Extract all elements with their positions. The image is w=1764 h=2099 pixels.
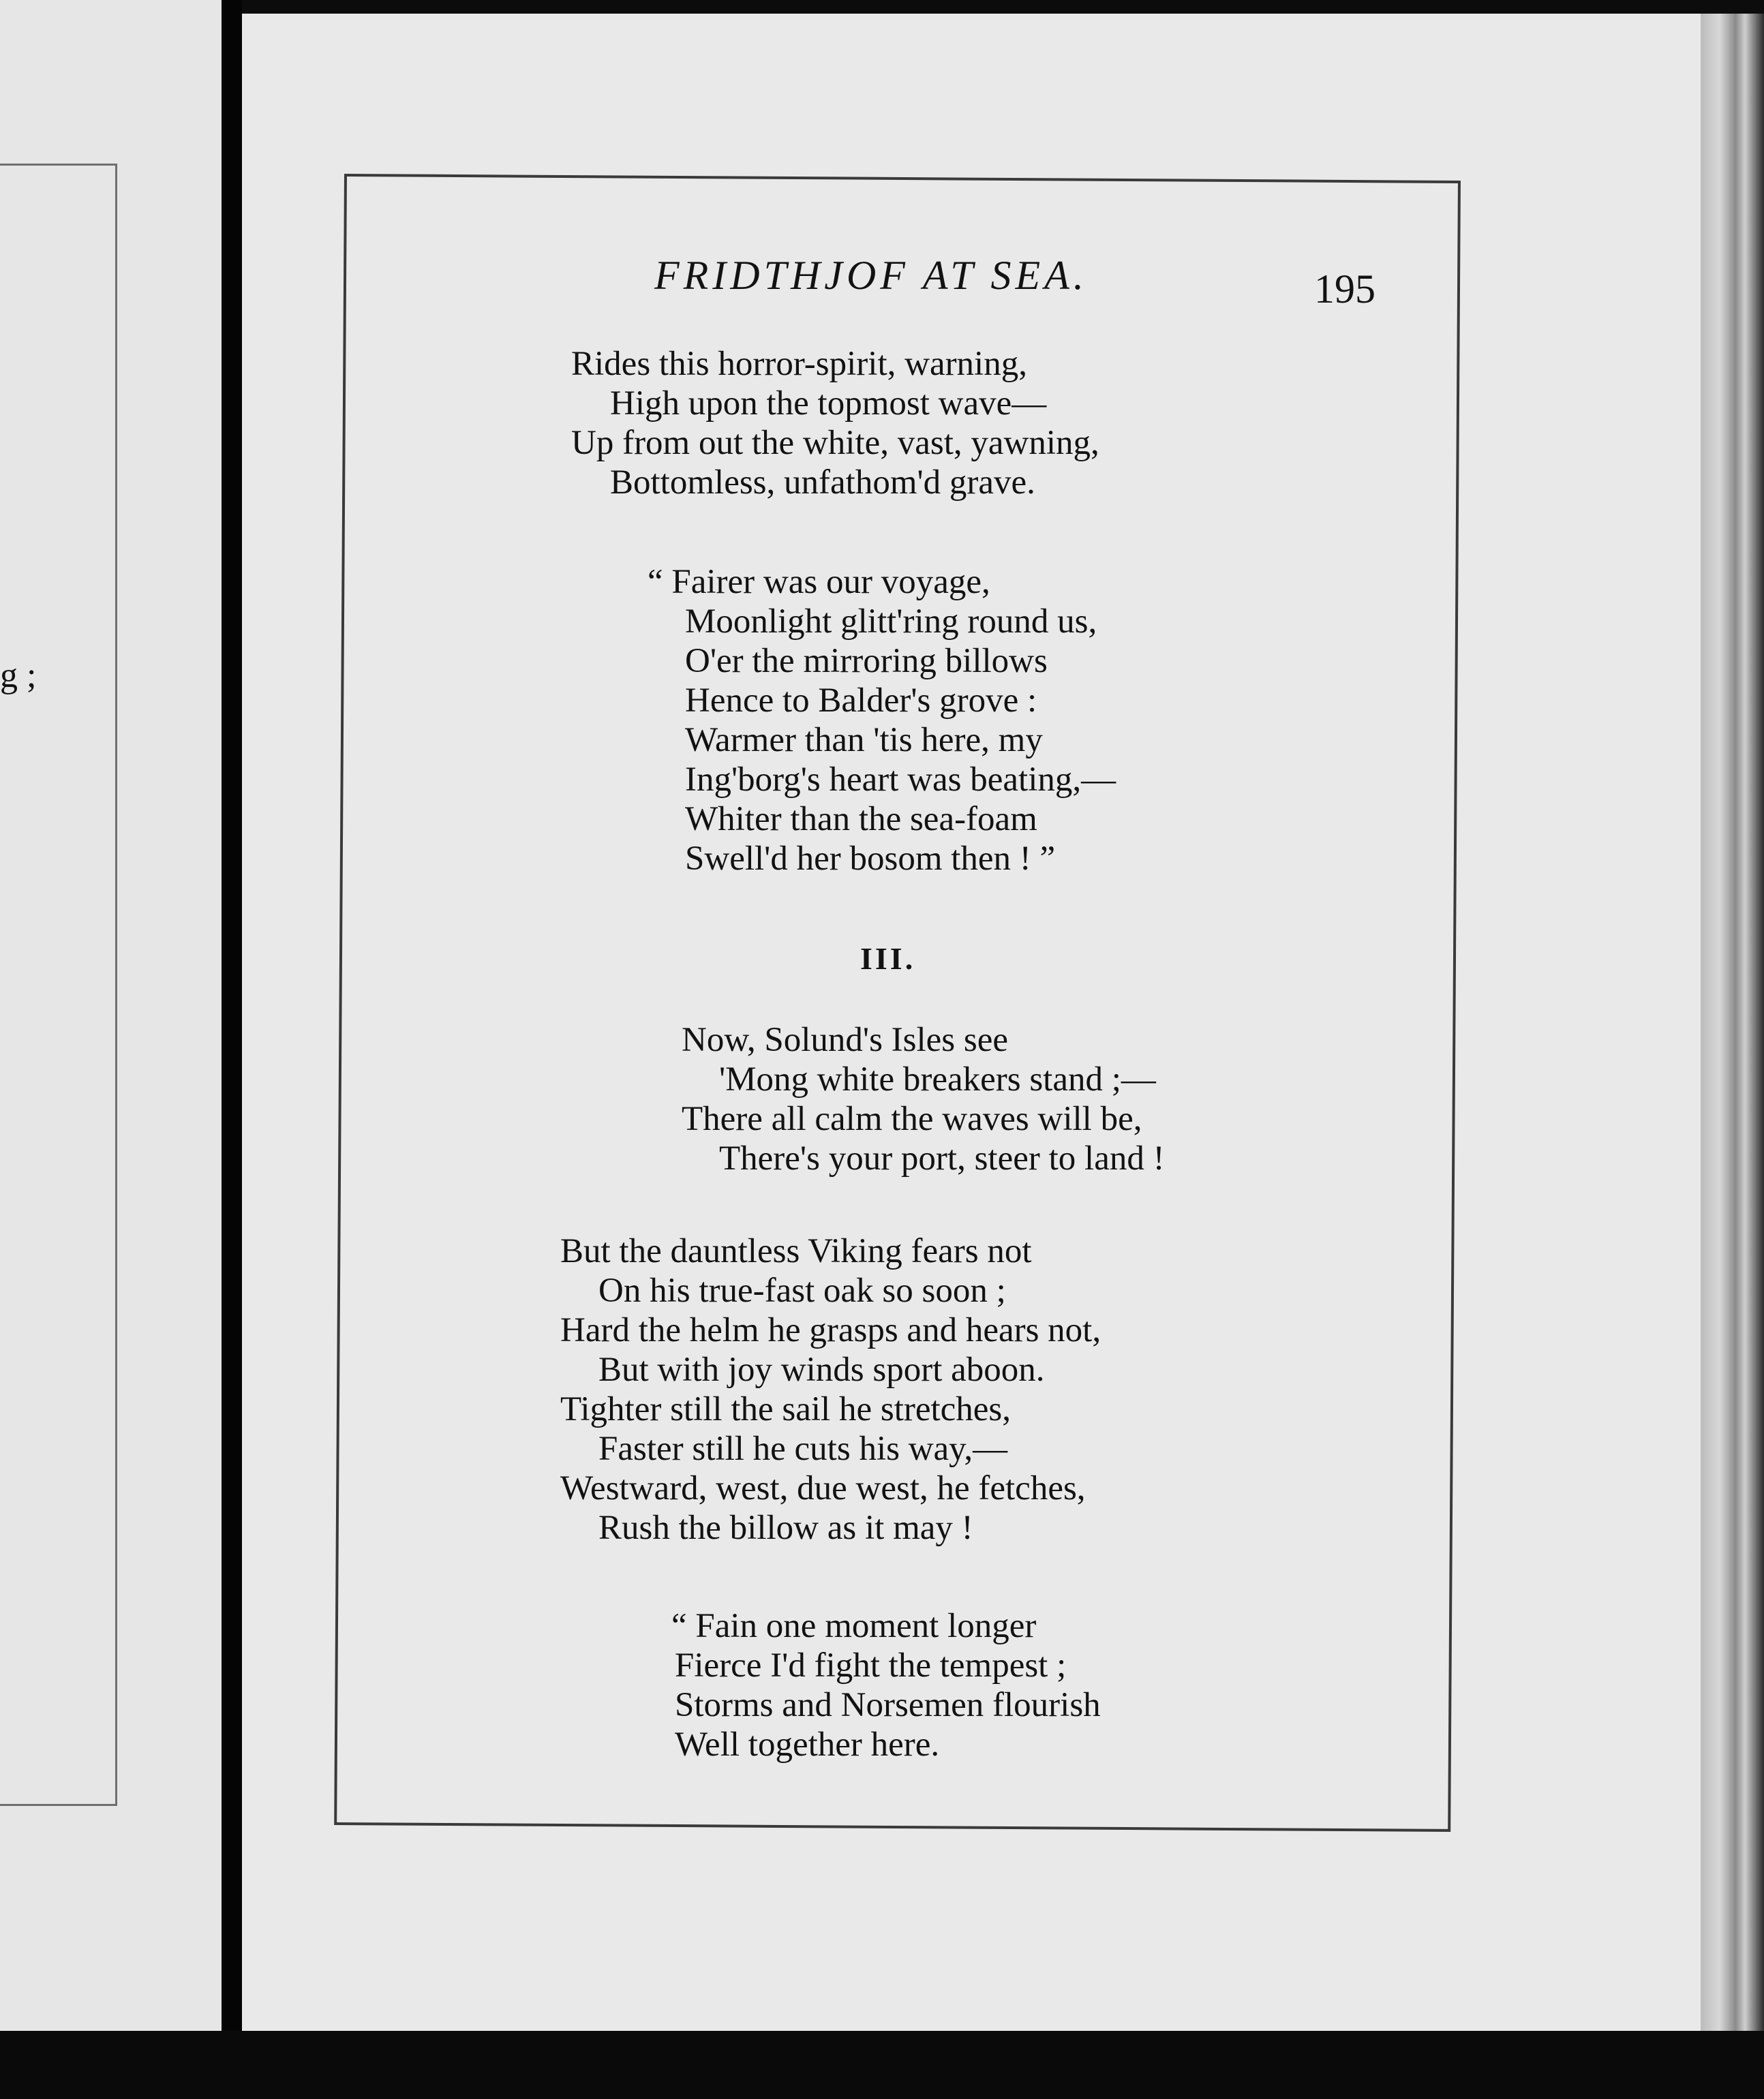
poem-line: Ing'borg's heart was beating,—	[685, 761, 1116, 799]
poem-line: Tighter still the sail he stretches,	[560, 1390, 1012, 1428]
poem-line: “ Fain one moment longer	[671, 1607, 1037, 1645]
poem-line: Rides this horror-spirit, warning,	[571, 345, 1027, 383]
poem-line: Moonlight glitt'ring round us,	[685, 602, 1097, 641]
left-page-frame	[0, 164, 117, 1806]
poem-line: Hard the helm he grasps and hears not,	[560, 1311, 1101, 1349]
poem-line: Hence to Balder's grove :	[685, 681, 1037, 720]
poem-line: Warmer than 'tis here, my	[685, 721, 1043, 759]
poem-line: Whiter than the sea-foam	[685, 800, 1037, 838]
poem-line: Bottomless, unfathom'd grave.	[610, 463, 1035, 502]
poem-line: But the dauntless Viking fears not	[560, 1232, 1032, 1270]
poem-line: Up from out the white, vast, yawning,	[571, 424, 1099, 462]
poem-line: O'er the mirroring billows	[685, 642, 1048, 680]
left-page	[0, 0, 222, 2038]
poem-line: Westward, west, due west, he fetches,	[560, 1469, 1086, 1507]
poem-line: There's your port, steer to land !	[719, 1139, 1165, 1178]
running-title: FRIDTHJOF AT SEA.	[654, 253, 1088, 298]
page-number: 195	[1314, 266, 1375, 311]
poem-line: Well together here.	[675, 1726, 940, 1764]
poem-line: Storms and Norsemen flourish	[675, 1686, 1101, 1724]
poem-line: 'Mong white breakers stand ;—	[719, 1060, 1156, 1099]
page-edge-strip	[1701, 14, 1764, 2031]
poem-line: “ Fairer was our voyage,	[648, 563, 990, 601]
bottom-shadow	[0, 2031, 1764, 2099]
poem-line: Fierce I'd fight the tempest ;	[675, 1646, 1067, 1685]
section-numeral: III.	[860, 941, 916, 976]
book-gutter	[222, 0, 242, 2099]
poem-line: Swell'd her bosom then ! ”	[685, 840, 1056, 878]
poem-line: But with joy winds sport aboon.	[598, 1351, 1045, 1389]
poem-line: On his true-fast oak so soon ;	[598, 1272, 1006, 1310]
poem-line: There all calm the waves will be,	[682, 1100, 1142, 1138]
poem-line: Faster still he cuts his way,—	[598, 1430, 1008, 1468]
poem-line: High upon the topmost wave—	[610, 384, 1047, 423]
poem-line: Now, Solund's Isles see	[682, 1021, 1009, 1059]
poem-line: Rush the billow as it may !	[598, 1509, 973, 1547]
left-page-text-fragment: g ;	[0, 656, 37, 695]
